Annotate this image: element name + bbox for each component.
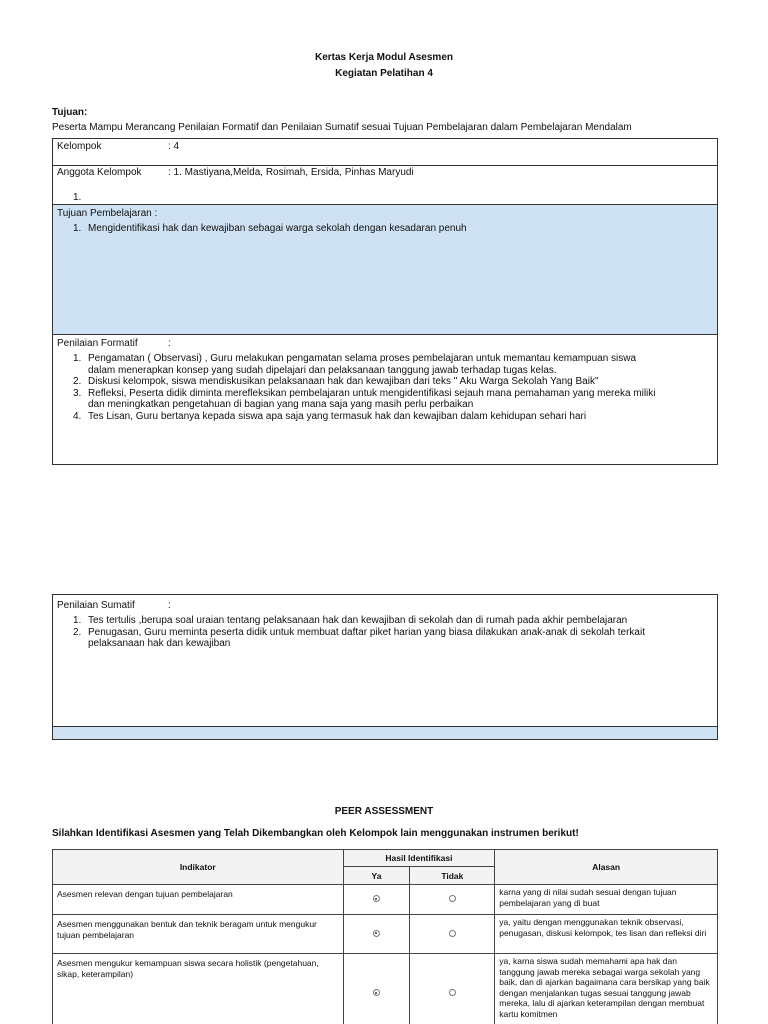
header-ya: Ya — [343, 867, 410, 885]
ya-cell — [343, 915, 410, 954]
header-hasil: Hasil Identifikasi — [343, 850, 495, 867]
indikator-cell: Asesmen menggunakan bentuk dan teknik beragam untuk mengukur tujuan pembelajaran — [53, 915, 344, 954]
peer-subtitle: Silahkan Identifikasi Asesmen yang Telah Dikembangkan oleh Kelompok lain menggunakan instrumen berikut! — [52, 828, 579, 839]
form-box — [52, 138, 718, 465]
tidak-radio[interactable] — [449, 895, 456, 902]
kelompok-label: Kelompok — [57, 141, 102, 152]
list-item: 4. Tes Lisan, Guru bertanya kepada siswa apa saja yang termasuk hak dan kewajiban dalam kehidupan sehari hari — [73, 410, 587, 422]
header-tidak: Tidak — [410, 867, 495, 885]
list-item: 1. Mengidentifikasi hak dan kewajiban sebagai warga sekolah dengan kesadaran penuh — [73, 223, 467, 234]
alasan-cell: karna yang di nilai sudah sesuai dengan tujuan pembelajaran yang di buat — [495, 885, 718, 915]
formatif-list — [53, 353, 717, 422]
indikator-cell: Asesmen relevan dengan tujuan pembelajaran — [53, 885, 344, 915]
alasan-cell: ya, karna siswa sudah memahami apa hak dan tanggung jawab mereka sebagai warga sekolah yang baik, dan di ajarkan bagaimana cara bersikap yang baik dengan menjalankan tugas sesuai tanggung jawab mereka, lalu di ajarkan keterampilan dengan membuat kartu komitmen — [495, 954, 718, 1024]
ya-cell — [343, 885, 410, 915]
sumatif-box — [52, 594, 718, 740]
list-item: 1. Pengamatan ( Observasi) , Guru melakukan pengamatan selama proses pembelajaran untuk memantau kemampuan siswa dalam menerapkan konsep yang sudah dipelajari dan pelaksanaan tanggung jawab terhadap tugas kelas. — [73, 353, 637, 376]
alasan-cell: ya, yaitu dengan menggunakan teknik observasi, penugasan, diskusi kelompok, tes lisan dan refleksi diri — [495, 915, 718, 954]
ya-cell — [343, 954, 410, 1024]
indikator-cell: Asesmen mengukur kemampuan siswa secara holistik (pengetahuan, sikap, keterampilan) — [53, 954, 344, 1024]
tujuan-pembelajaran-label: Tujuan Pembelajaran : — [57, 208, 158, 219]
tidak-cell — [410, 954, 495, 1024]
divider — [53, 165, 717, 166]
tidak-radio[interactable] — [449, 930, 456, 937]
document-title: Kertas Kerja Modul Asesmen — [314, 52, 453, 63]
divider — [53, 334, 717, 335]
ya-radio[interactable] — [373, 895, 380, 902]
tujuan-label: Tujuan: — [52, 107, 88, 118]
sumatif-colon: : — [168, 600, 171, 611]
table-row — [53, 954, 718, 1024]
list-item: 2. Diskusi kelompok, siswa mendiskusikan pelaksanaan hak dan kewajiban dari teks " Aku Warga Sekolah Yang Baik" — [73, 376, 599, 387]
tujuan-pembelajaran-list — [53, 223, 467, 235]
tidak-radio[interactable] — [449, 989, 456, 996]
document-subtitle: Kegiatan Pelatihan 4 — [335, 68, 433, 79]
tujuan-pembelajaran-section — [53, 205, 717, 334]
peer-title: PEER ASSESSMENT — [334, 806, 434, 817]
ya-radio[interactable] — [373, 930, 380, 937]
sumatif-footer-strip — [53, 726, 717, 739]
header-indikator: Indikator — [53, 850, 344, 885]
sumatif-label: Penilaian Sumatif — [57, 600, 135, 611]
table-row — [53, 885, 718, 915]
kelompok-value: : 4 — [168, 141, 180, 152]
formatif-label: Penilaian Formatif — [57, 338, 138, 349]
formatif-colon: : — [168, 338, 171, 349]
table-row — [53, 915, 718, 954]
list-item: 2. Penugasan, Guru meminta peserta didik untuk membuat daftar piket harian yang biasa dilakukan anak-anak di sekolah terkait pelaksanaan hak dan kewajiban — [73, 626, 645, 649]
tidak-cell — [410, 915, 495, 954]
anggota-label: Anggota Kelompok — [57, 167, 142, 178]
list-item: 3. Refleksi, Peserta didik diminta merefleksikan pembelajaran untuk mengidentifikasi sejauh mana pemahaman yang mereka miliki dan meningkatkan pengetahuan di bagian yang mana saja yang masih perlu perbaikan — [73, 387, 656, 410]
anggota-extra-number: 1. — [73, 192, 82, 203]
list-item: 1. Tes tertulis ,berupa soal uraian tentang pelaksanaan hak dan kewajiban di sekolah dan di rumah pada akhir pembelajaran — [73, 615, 628, 626]
peer-table — [52, 849, 718, 1024]
ya-radio[interactable] — [373, 989, 380, 996]
header-alasan: Alasan — [495, 850, 718, 885]
tujuan-text: Peserta Mampu Merancang Penilaian Formatif dan Penilaian Sumatif sesuai Tujuan Pembelajaran dalam Pembelajaran Mendalam — [52, 122, 632, 133]
tidak-cell — [410, 885, 495, 915]
sumatif-list — [53, 615, 717, 650]
anggota-value: : 1. Mastiyana,Melda, Rosimah, Ersida, Pinhas Maryudi — [168, 167, 414, 178]
